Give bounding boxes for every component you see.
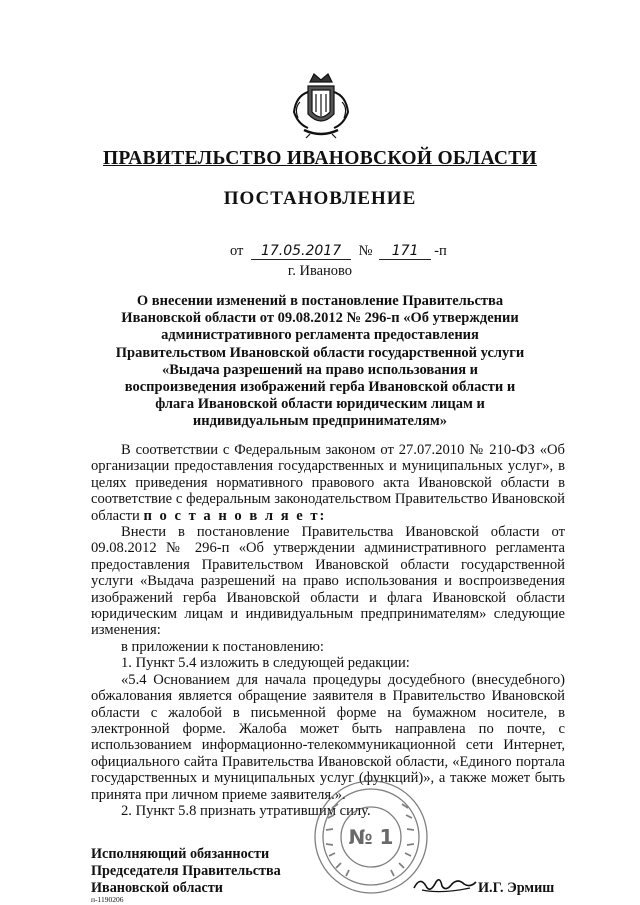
- document-number: 171: [379, 244, 431, 260]
- intro-paragraph: [91, 442, 565, 524]
- amendment-paragraph: Внести в постановление Правительства Ивановской области от 09.08.2012 № 296-п «Об утверждении административного регламента предоставления Правительством Ивановской области государственной услуги «Выдача разрешений на право использования и воспроизведения изображений герба Ивановской области и флага Ивановской области юридическим лицам и индивидуальным предпринимателям» следующие изменения:: [91, 524, 565, 639]
- signatory-position-line-3: Ивановской области: [91, 880, 223, 896]
- signatory-name: И.Г. Эрмиш: [478, 880, 555, 896]
- number-sign: №: [358, 243, 373, 259]
- document-body: [91, 442, 565, 819]
- number-suffix: -п: [434, 243, 447, 259]
- city-line: г. Иваново: [287, 263, 353, 279]
- footer-code: п-1190206: [91, 895, 124, 904]
- coat-of-arms-emblem: [290, 72, 352, 140]
- document-date: 17.05.2017: [251, 244, 351, 260]
- item-1-paragraph: 1. Пункт 5.4 изложить в следующей редакции:: [121, 655, 410, 672]
- date-prefix: от: [230, 243, 244, 259]
- stamp-number: № 1: [348, 825, 394, 849]
- quoted-text-paragraph: «5.4 Основанием для начала процедуры досудебного (внесудебного) обжалования является обращение заявителя в Правительство Ивановской области с жалобой в письменной форме на бумажном носителе, в электронной форме. Жалоба может быть направлена по почте, с использованием информационно-телекоммуникационной сети Интернет, официального сайта Правительства Ивановской области, «Единого портала государственных и муниципальных услуг (функций)», а также может быть принята при личном приеме заявителя.».: [91, 671, 565, 803]
- signatory-position: [91, 846, 281, 897]
- signatory-position-line-1: Исполняющий обязанности: [91, 846, 270, 862]
- date-number-line: [230, 243, 447, 260]
- document-type-heading: ПОСТАНОВЛЕНИЕ: [223, 188, 417, 209]
- item-2-paragraph: 2. Пункт 5.8 признать утратившим силу.: [121, 802, 371, 819]
- appendix-paragraph: в приложении к постановлению:: [121, 638, 324, 655]
- decree-word: п о с т а н о в л я е т:: [143, 507, 327, 524]
- signatory-position-line-2: Председателя Правительства: [91, 863, 281, 879]
- document-subject: О внесении изменений в постановление Правительства Ивановской области от 09.08.2012 № 296-п «Об утверждении административного регламента предоставления Правительством Ивановской области государственной услуги «Выдача разрешений на право использования и воспроизведения изображений герба Ивановской области и флага Ивановской области юридическим лицам и индивидуальным предпринимателям»: [115, 293, 525, 430]
- intro-text: В соответствии с Федеральным законом от 27.07.2010 № 210-ФЗ «Об организации предоставления государственных и муниципальных услуг», в целях приведения нормативного правового акта Ивановской области в соответствие с федеральным законодательством Правительство Ивановской области: [91, 442, 565, 524]
- handwritten-signature: [412, 872, 478, 896]
- government-title: ПРАВИТЕЛЬСТВО ИВАНОВСКОЙ ОБЛАСТИ: [102, 148, 538, 169]
